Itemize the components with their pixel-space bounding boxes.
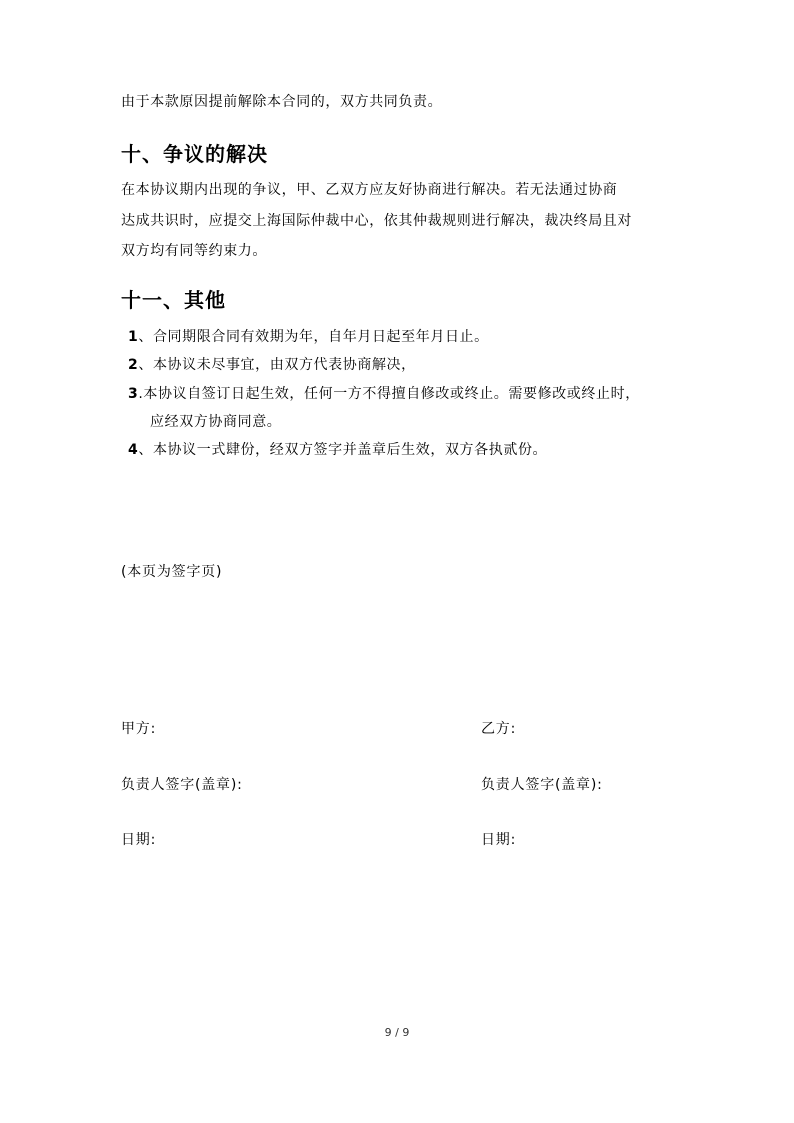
- party-b-signer: 负责人签字(盖章):: [481, 777, 603, 793]
- section-10-line-1: 在本协议期内出现的争议，甲、乙双方应友好协商进行解决。若无法通过协商: [121, 182, 618, 198]
- intro-line: 由于本款原因提前解除本合同的，双方共同负责。: [121, 94, 443, 110]
- list-item-continuation: 应经双方协商同意。: [150, 414, 282, 430]
- list-item-text: 、合同期限合同有效期为年，自年月日起至年月日止。: [138, 329, 489, 345]
- list-item-text: .本协议自签订日起生效，任何一方不得擅自修改或终止。需要修改或终止时，: [138, 386, 640, 402]
- page-number: 9 / 9: [384, 1026, 410, 1039]
- list-item: [128, 323, 489, 351]
- section-11-title: 十一、其他: [121, 288, 226, 312]
- party-b-date: 日期:: [481, 832, 517, 848]
- section-10-title: 十、争议的解决: [121, 142, 268, 166]
- party-a-label: 甲方:: [121, 721, 157, 737]
- section-10-line-2: 达成共识时，应提交上海国际仲裁中心，依其仲裁规则进行解决，裁决终局且对: [121, 213, 632, 229]
- section-10-line-3: 双方均有同等约束力。: [121, 243, 267, 259]
- list-item-number: 1: [128, 329, 139, 345]
- list-item-number: 2: [128, 357, 139, 373]
- party-a-date: 日期:: [121, 832, 157, 848]
- list-item-number: 4: [128, 442, 139, 458]
- list-item: [128, 380, 640, 408]
- list-item-text: 、本协议一式肆份，经双方签字并盖章后生效，双方各执贰份。: [138, 442, 548, 458]
- signature-page-note: (本页为签字页): [121, 564, 223, 580]
- list-item-number: 3: [128, 386, 139, 402]
- party-a-signer: 负责人签字(盖章):: [121, 777, 243, 793]
- list-item-text: 、本协议未尽事宜，由双方代表协商解决，: [138, 357, 416, 373]
- list-item: [128, 436, 547, 464]
- list-item: [128, 351, 416, 379]
- party-b-label: 乙方:: [481, 721, 517, 737]
